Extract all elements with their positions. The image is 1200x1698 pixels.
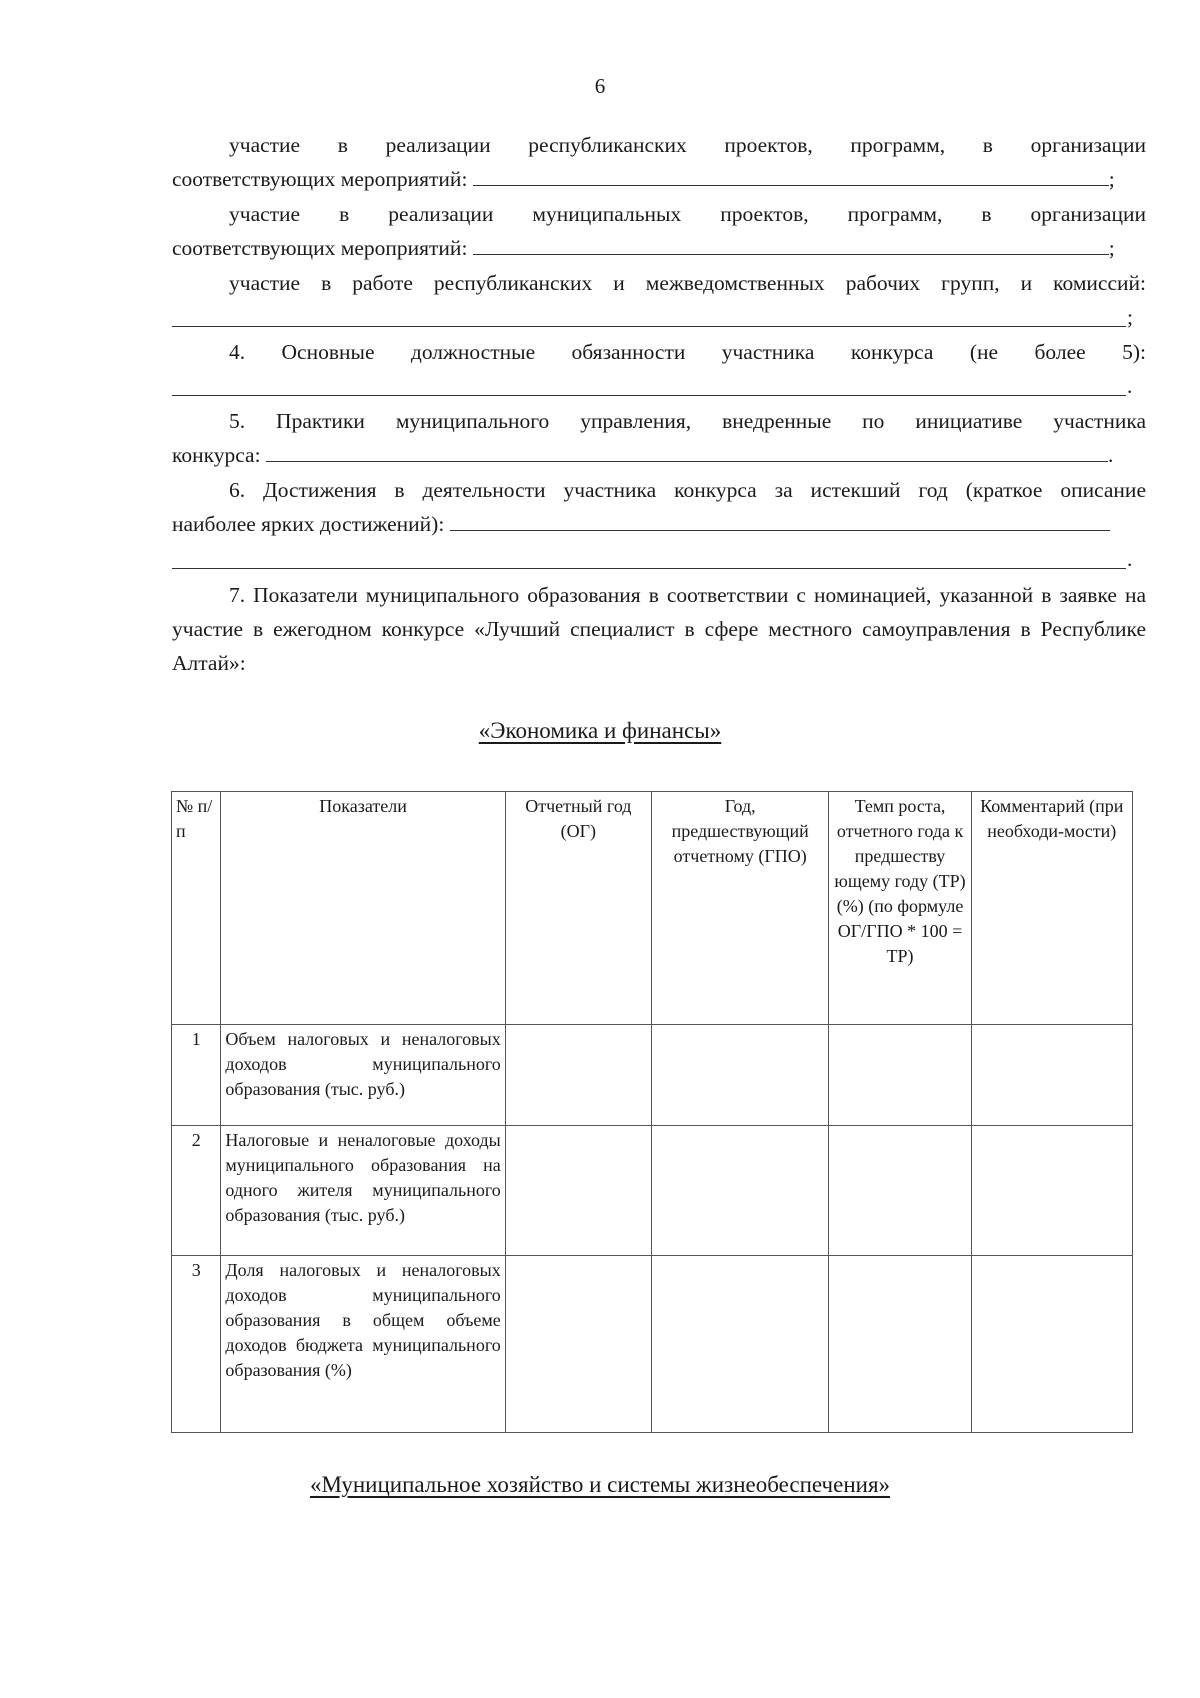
- header-og: Отчетный год (ОГ): [505, 792, 651, 1025]
- achievements-period: .: [1127, 547, 1133, 571]
- row-gpo-cell[interactable]: [651, 1256, 828, 1433]
- row-comment-cell[interactable]: [971, 1025, 1132, 1126]
- municipal-projects-semicolon: ;: [1108, 236, 1115, 260]
- table-row: [172, 1126, 1133, 1256]
- header-num: № п/п: [172, 792, 221, 1025]
- row-num-cell: 2: [172, 1126, 221, 1256]
- practices-label: конкурса:: [172, 443, 261, 467]
- row-tr-cell[interactable]: [829, 1025, 971, 1126]
- table-row: [172, 1025, 1133, 1126]
- row-indicator-cell: Доля налоговых и неналоговых доходов муниципального образования в общем объеме доходов бюджета муниципального образования (%): [221, 1256, 505, 1433]
- row-tr-cell[interactable]: [829, 1256, 971, 1433]
- paragraph-practices-cont: [172, 438, 1146, 472]
- paragraph-duties: 4. Основные должностные обязанности участника конкурса (не более 5):: [229, 340, 1146, 364]
- header-indicator: Показатели: [221, 792, 505, 1025]
- header-gpo: Год, предшествующий отчетному (ГПО): [651, 792, 828, 1025]
- working-groups-fill-line[interactable]: [172, 326, 1126, 327]
- row-comment-cell[interactable]: [971, 1256, 1132, 1433]
- row-og-cell[interactable]: [505, 1256, 651, 1433]
- achievements-fill-line-1[interactable]: [450, 508, 1110, 531]
- row-gpo-cell[interactable]: [651, 1126, 828, 1256]
- section-title-municipal: «Муниципальное хозяйство и системы жизнеобеспечения»: [309, 1472, 891, 1497]
- republic-projects-fill-line[interactable]: [473, 163, 1109, 186]
- republic-projects-semicolon: ;: [1108, 167, 1115, 191]
- practices-fill-line[interactable]: [266, 439, 1108, 462]
- practices-period: .: [1107, 443, 1114, 467]
- page-number: 6: [594, 74, 606, 98]
- duties-fill-line[interactable]: [172, 395, 1126, 396]
- republic-projects-label: соответствующих мероприятий:: [172, 167, 468, 191]
- paragraph-municipal-projects-cont: [172, 231, 1146, 265]
- table-row: [172, 1256, 1133, 1433]
- indicators-table: [171, 791, 1133, 1433]
- header-comment: Комментарий (при необходи-мости): [971, 792, 1132, 1025]
- working-groups-semicolon: ;: [1127, 305, 1133, 329]
- row-gpo-cell[interactable]: [651, 1025, 828, 1126]
- paragraph-republic-projects: участие в реализации республиканских проектов, программ, в организации: [229, 133, 1146, 157]
- paragraph-achievements-cont: [172, 507, 1146, 541]
- paragraph-working-groups: участие в работе республиканских и межведомственных рабочих групп, и комиссий:: [229, 271, 1146, 295]
- row-comment-cell[interactable]: [971, 1126, 1132, 1256]
- table-header-row: [172, 792, 1133, 1025]
- municipal-projects-label: соответствующих мероприятий:: [172, 236, 468, 260]
- municipal-projects-fill-line[interactable]: [473, 232, 1109, 255]
- row-num-cell: 1: [172, 1025, 221, 1126]
- achievements-fill-line-2[interactable]: [172, 568, 1126, 569]
- duties-period: .: [1127, 374, 1133, 398]
- paragraph-municipal-projects: участие в реализации муниципальных проектов, программ, в организации: [229, 202, 1146, 226]
- paragraph-practices: 5. Практики муниципального управления, внедренные по инициативе участника: [229, 409, 1146, 433]
- section-title-economy: «Экономика и финансы»: [478, 718, 722, 743]
- row-indicator-cell: Объем налоговых и неналоговых доходов муниципального образования (тыс. руб.): [221, 1025, 505, 1126]
- paragraph-indicators: 7. Показатели муниципального образования в соответствии с номинацией, указанной в заявке на участие в ежегодном конкурсе «Лучший специалист в сфере местного самоуправления в Республике Алтай»:: [172, 583, 1146, 675]
- header-tr: Темп роста, отчетного года к предшеству ющему году (ТР) (%) (по формуле ОГ/ГПО * 100 = ТР): [829, 792, 971, 1025]
- row-og-cell[interactable]: [505, 1126, 651, 1256]
- row-num-cell: 3: [172, 1256, 221, 1433]
- row-tr-cell[interactable]: [829, 1126, 971, 1256]
- paragraph-republic-projects-cont: [172, 162, 1146, 196]
- row-og-cell[interactable]: [505, 1025, 651, 1126]
- achievements-label: наиболее ярких достижений):: [172, 512, 445, 536]
- row-indicator-cell: Налоговые и неналоговые доходы муниципального образования на одного жителя муниципального образования (тыс. руб.): [221, 1126, 505, 1256]
- paragraph-achievements: 6. Достижения в деятельности участника конкурса за истекший год (краткое описание: [229, 478, 1146, 502]
